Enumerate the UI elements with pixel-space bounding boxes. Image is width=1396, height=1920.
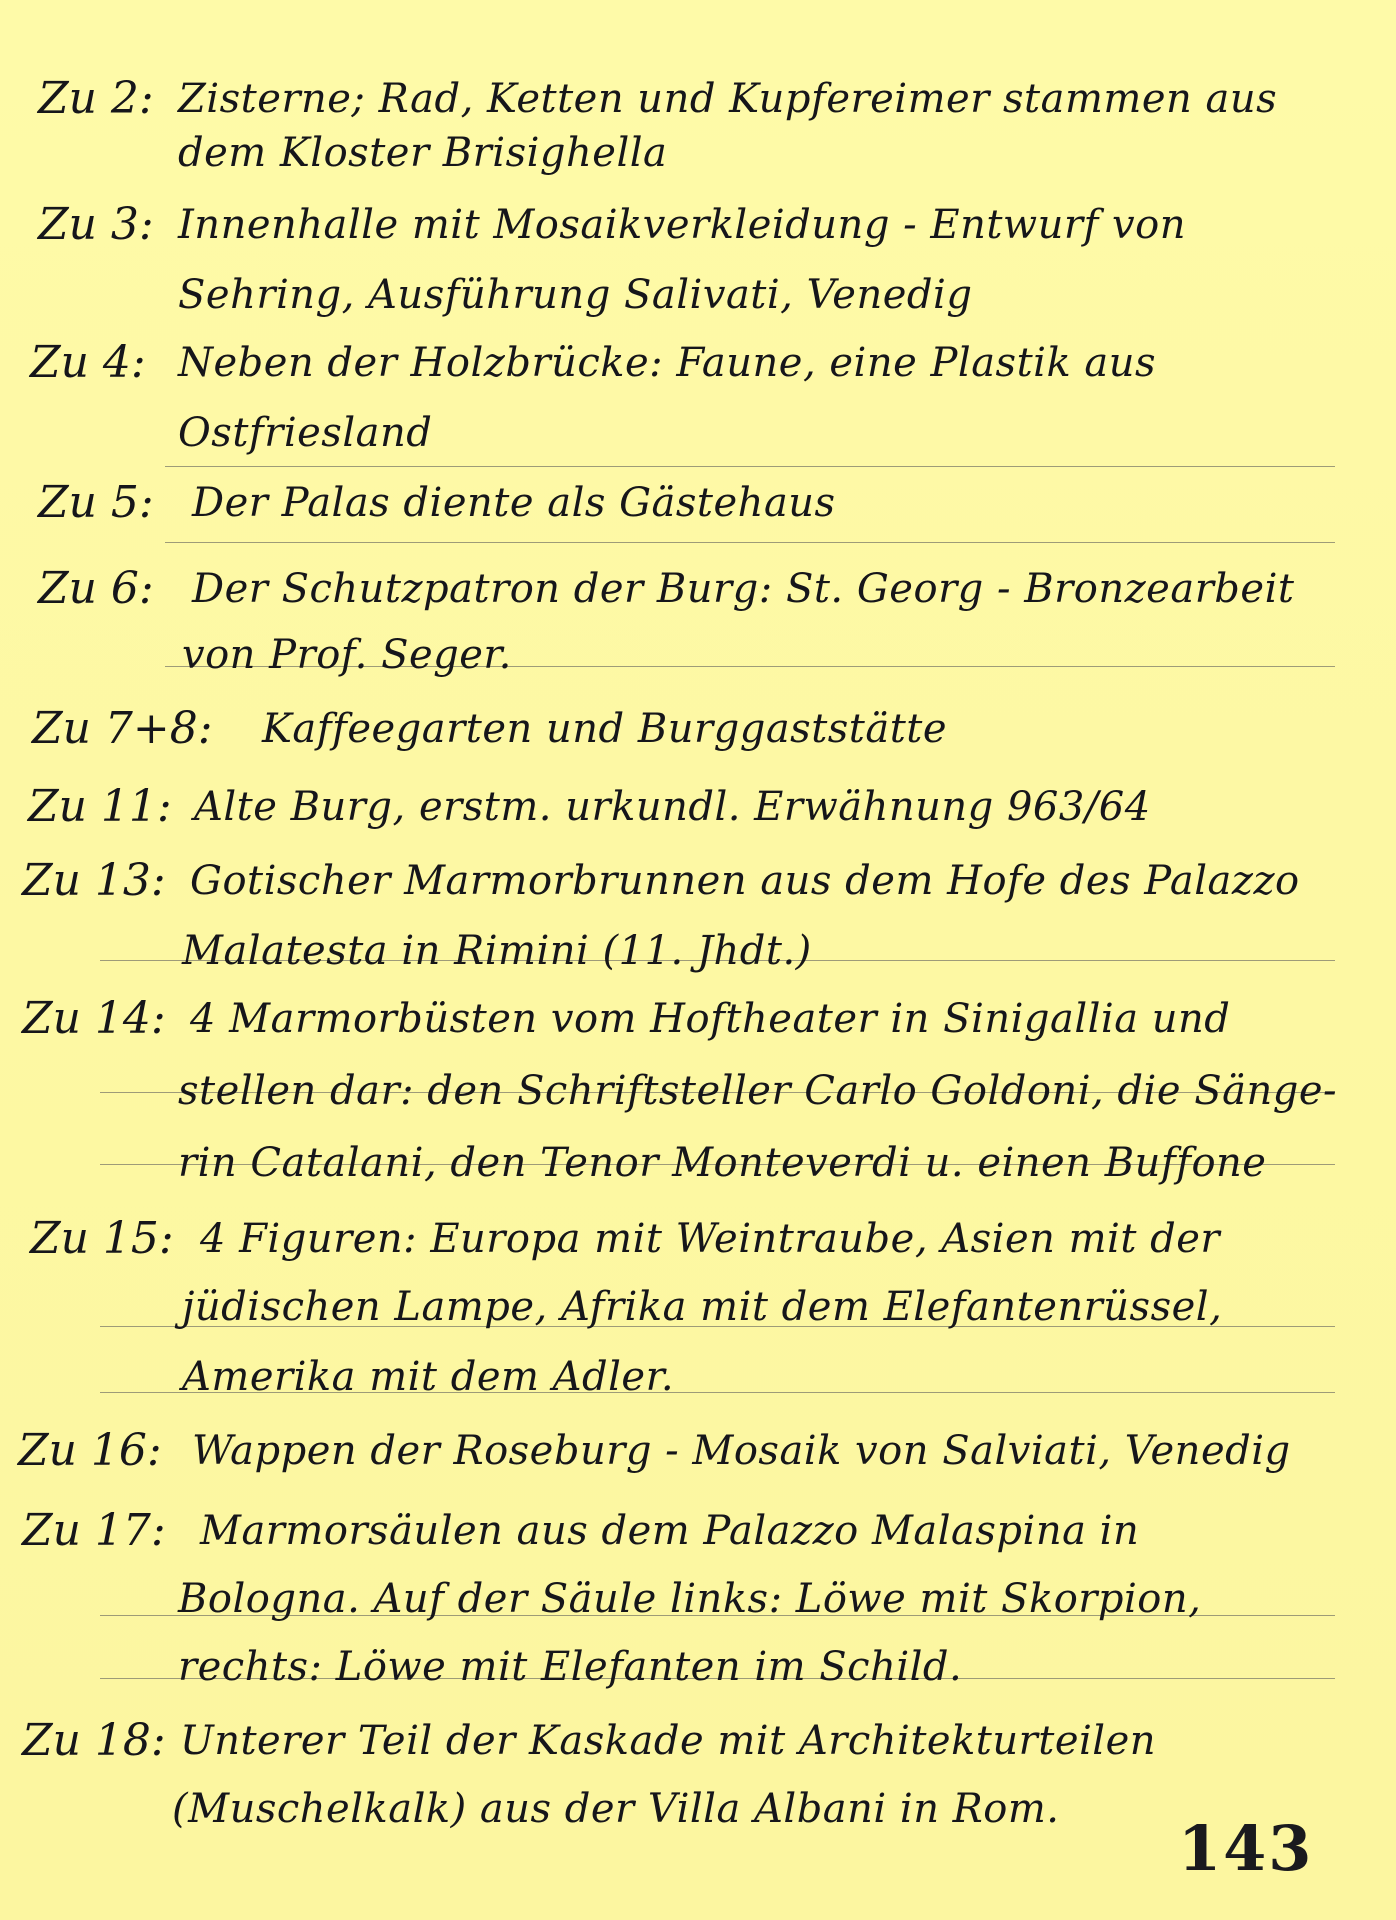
entry-label: Zu 7+8: xyxy=(32,703,213,754)
entry-label: Zu 15: xyxy=(30,1213,174,1264)
ruled-line xyxy=(165,466,1335,467)
entry-text-line: Neben der Holzbrücke: Faune, eine Plastik aus xyxy=(178,340,1157,386)
entry-label: Zu 13: xyxy=(22,855,166,906)
entry-label: Zu 17: xyxy=(22,1505,166,1556)
entry-label: Zu 16: xyxy=(18,1425,162,1476)
entry-text-line: Marmorsäulen aus dem Palazzo Malaspina in xyxy=(200,1508,1140,1554)
entry-label: Zu 18: xyxy=(22,1715,166,1766)
entry-text-line: Ostfriesland xyxy=(178,410,433,456)
entry-text-line: jüdischen Lampe, Afrika mit dem Elefantenrüssel, xyxy=(182,1284,1223,1330)
entry-label: Zu 6: xyxy=(38,563,154,614)
entry-text-line: rin Catalani, den Tenor Monteverdi u. einen Buffone xyxy=(178,1140,1267,1186)
entry-text-line: rechts: Löwe mit Elefanten im Schild. xyxy=(178,1644,963,1690)
entry-text-line: Innenhalle mit Mosaikverkleidung - Entwurf von xyxy=(178,202,1186,248)
entry-label: Zu 2: xyxy=(38,73,154,124)
entry-label: Zu 5: xyxy=(38,477,154,528)
page-number: 143 xyxy=(1178,1812,1314,1885)
entry-text-line: Der Palas diente als Gästehaus xyxy=(192,480,836,526)
entry-text-line: Malatesta in Rimini (11. Jhdt.) xyxy=(182,928,812,974)
entry-text-line: von Prof. Seger. xyxy=(182,632,512,678)
entry-text-line: Sehring, Ausführung Salivati, Venedig xyxy=(178,272,973,318)
entry-label: Zu 4: xyxy=(30,337,146,388)
entry-text-line: Der Schutzpatron der Burg: St. Georg - Bronzearbeit xyxy=(192,566,1295,612)
entry-label: Zu 3: xyxy=(38,199,154,250)
entry-text-line: Kaffeegarten und Burggaststätte xyxy=(262,706,948,752)
entry-text-line: Alte Burg, erstm. urkundl. Erwähnung 963/64 xyxy=(194,784,1151,830)
entry-text-line: 4 Marmorbüsten vom Hoftheater in Sinigallia und xyxy=(190,996,1231,1042)
entry-text-line: Wappen der Roseburg - Mosaik von Salviati, Venedig xyxy=(192,1428,1291,1474)
entry-label: Zu 11: xyxy=(28,781,172,832)
entry-text-line: Gotischer Marmorbrunnen aus dem Hofe des Palazzo xyxy=(190,858,1300,904)
entry-text-line: 4 Figuren: Europa mit Weintraube, Asien mit der xyxy=(200,1216,1221,1262)
entry-text-line: Amerika mit dem Adler. xyxy=(182,1354,675,1400)
entry-text-line: stellen dar: den Schriftsteller Carlo Goldoni, die Sänge- xyxy=(178,1068,1338,1114)
entry-text-line: (Muschelkalk) aus der Villa Albani in Rom. xyxy=(172,1786,1060,1832)
entry-label: Zu 14: xyxy=(22,993,166,1044)
entry-text-line: Bologna. Auf der Säule links: Löwe mit Skorpion, xyxy=(178,1576,1202,1622)
ruled-line xyxy=(165,542,1335,543)
entry-text-line: dem Kloster Brisighella xyxy=(178,130,668,176)
entry-text-line: Unterer Teil der Kaskade mit Architekturteilen xyxy=(180,1718,1157,1764)
entry-text-line: Zisterne; Rad, Ketten und Kupfereimer stammen aus xyxy=(178,76,1278,122)
